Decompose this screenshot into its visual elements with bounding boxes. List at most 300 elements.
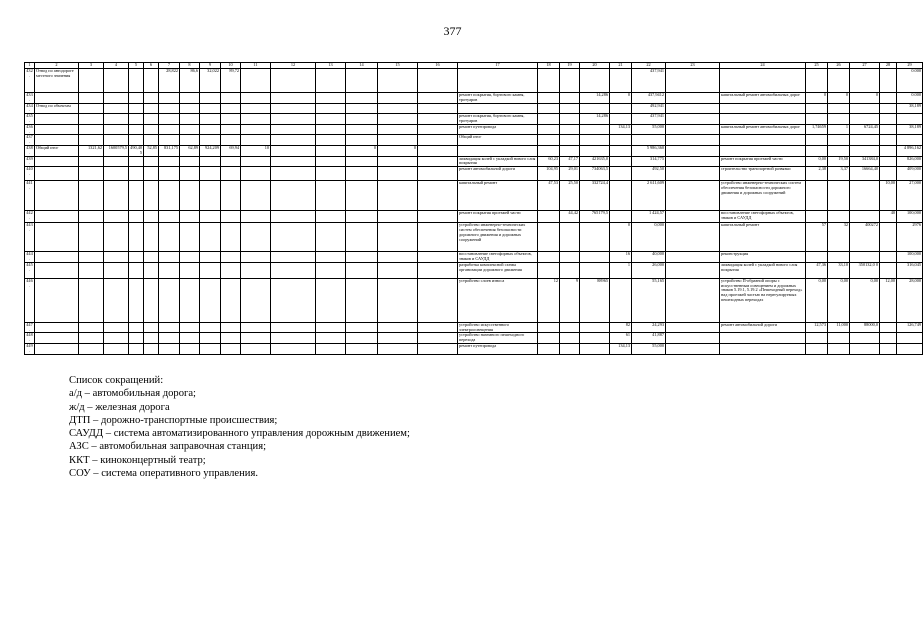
table-cell [271, 156, 316, 167]
table-cell [159, 252, 180, 263]
table-cell [346, 93, 378, 104]
table-cell [346, 223, 378, 252]
table-cell [538, 252, 560, 263]
table-cell [610, 135, 632, 146]
table-cell [221, 93, 241, 104]
table-cell: 10 [241, 145, 271, 156]
table-cell [346, 333, 378, 344]
table-cell [850, 211, 880, 223]
table-cell: 341384,0 [850, 156, 880, 167]
table-cell [538, 135, 560, 146]
table-cell [271, 103, 316, 114]
table-cell: 448. [26, 332, 33, 343]
table-cell [104, 333, 129, 344]
table-cell [271, 278, 316, 322]
table-cell: 441. [25, 181, 35, 211]
table-cell: 1 [610, 262, 632, 278]
table-cell [200, 156, 221, 167]
table-cell [666, 69, 720, 93]
table-cell [104, 181, 129, 211]
table-cell [560, 93, 580, 104]
column-header: 22 [632, 63, 666, 69]
table-cell: 2,38 [806, 167, 828, 181]
table-cell [79, 69, 104, 93]
table-cell [159, 343, 180, 354]
table-cell [316, 333, 346, 344]
column-header: 25 [806, 63, 828, 69]
table-cell [458, 145, 538, 156]
abbreviation-item: ж/д – железная дорога [69, 401, 170, 413]
table-cell [35, 333, 79, 344]
table-cell [538, 114, 560, 125]
table-cell [378, 93, 418, 104]
table-cell: 28,822 [159, 69, 180, 93]
table-cell [221, 333, 241, 344]
table-cell [159, 211, 180, 223]
table-cell [378, 252, 418, 263]
column-header: 16 [418, 63, 458, 69]
table-cell: 734063,5 [580, 167, 610, 181]
table-cell [580, 262, 610, 278]
table-cell [666, 322, 720, 333]
table-cell: устройство искусственного электроосвещения [458, 322, 538, 333]
table-cell: 0 [610, 223, 632, 252]
table-cell [806, 103, 828, 114]
table-cell [200, 211, 221, 223]
table-row [25, 145, 923, 156]
table-cell [200, 223, 221, 252]
table-cell [104, 343, 129, 354]
table-cell [666, 262, 720, 278]
table-cell [221, 103, 241, 114]
table-cell [666, 145, 720, 156]
table-cell [159, 103, 180, 114]
table-cell [666, 333, 720, 344]
table-cell [418, 145, 458, 156]
table-cell: 40 [880, 211, 897, 223]
table-cell [880, 145, 897, 156]
table-cell [200, 278, 221, 322]
table-cell [560, 252, 580, 263]
table-cell [129, 69, 144, 93]
table-cell [316, 103, 346, 114]
table-cell: 33,10 [828, 262, 850, 278]
table-cell: 52,85 [144, 145, 159, 156]
table-cell [241, 278, 271, 322]
table-cell [221, 156, 241, 167]
table-cell [632, 135, 666, 146]
table-cell [418, 211, 458, 223]
table-row [25, 333, 923, 344]
table-cell [35, 135, 79, 146]
table-cell: 32,022 [200, 69, 221, 93]
table-cell [180, 343, 200, 354]
table-cell: 38,189 [897, 124, 923, 135]
table-cell [897, 114, 923, 125]
table-cell [271, 322, 316, 333]
table-cell: устройство наземного пешеходного перехода [458, 333, 538, 344]
table-cell: 69,94 [221, 145, 241, 156]
table-cell: 0 [806, 93, 828, 104]
table-cell [241, 262, 271, 278]
table-cell [720, 114, 806, 125]
table-cell [79, 333, 104, 344]
table-cell [666, 252, 720, 263]
column-header: 19 [560, 63, 580, 69]
table-cell: 16 [610, 252, 632, 263]
table-cell: 14,286 [580, 93, 610, 104]
table-cell [241, 135, 271, 146]
table-cell [828, 252, 850, 263]
table-cell [828, 114, 850, 125]
table-cell [180, 135, 200, 146]
table-cell [129, 114, 144, 125]
table-cell: 82 [610, 322, 632, 333]
table-cell: 439. [26, 155, 33, 166]
table-cell [610, 278, 632, 322]
table-cell [35, 181, 79, 211]
table-cell [316, 223, 346, 252]
table-cell: 440. [25, 167, 35, 181]
table-row [25, 69, 923, 93]
table-cell [271, 93, 316, 104]
table-cell: 831,175 [159, 145, 180, 156]
table-cell: 0 [610, 93, 632, 104]
table-cell: восстановление светофорных объектов, знаков и САУДД [720, 211, 806, 223]
column-header: 11 [241, 63, 271, 69]
table-cell [418, 343, 458, 354]
table-cell [200, 322, 221, 333]
table-cell [144, 124, 159, 135]
table-cell [897, 333, 923, 344]
table-row [25, 124, 923, 135]
table-cell [346, 181, 378, 211]
table-cell: 437,941 [632, 114, 666, 125]
table-cell [129, 135, 144, 146]
table-cell [828, 333, 850, 344]
table-cell [610, 114, 632, 125]
table-cell [346, 167, 378, 181]
table-cell: 332724,4 [580, 181, 610, 211]
table-row [25, 181, 923, 211]
table-cell: 492,941 [632, 103, 666, 114]
table-cell: 55,000 [632, 343, 666, 354]
table-cell: 0,00 [850, 278, 880, 322]
data-table-container [24, 62, 921, 368]
table-cell [271, 145, 316, 156]
table-cell: разработка комплексной схемы организации дорожного движения [458, 262, 538, 278]
table-cell [720, 333, 806, 344]
table-cell [538, 343, 560, 354]
page-number: 377 [443, 24, 462, 38]
table-cell [418, 262, 458, 278]
table-cell: ремонт покрытия, бортового камня, тротуаров [458, 114, 538, 125]
table-row [25, 322, 923, 333]
table-cell [378, 114, 418, 125]
table-cell [806, 145, 828, 156]
column-header: 29 [897, 63, 923, 69]
table-row [25, 211, 923, 223]
table-cell [180, 262, 200, 278]
table-cell [144, 343, 159, 354]
table-cell [880, 114, 897, 125]
column-header: 21 [610, 63, 632, 69]
table-cell [35, 252, 79, 263]
table-cell [378, 156, 418, 167]
table-cell [316, 252, 346, 263]
table-cell [221, 167, 241, 181]
table-cell [806, 114, 828, 125]
table-cell [144, 103, 159, 114]
table-cell [666, 124, 720, 135]
table-cell [159, 93, 180, 104]
table-cell [271, 114, 316, 125]
table-cell [104, 262, 129, 278]
table-cell [104, 278, 129, 322]
table-cell: восстановление светофорных объектов, знаков и САУДД [458, 252, 538, 263]
table-cell [144, 135, 159, 146]
table-cell: 0,00 [806, 156, 828, 167]
table-cell [418, 252, 458, 263]
table-cell [346, 262, 378, 278]
table-cell [806, 181, 828, 211]
column-header: 14 [346, 63, 378, 69]
table-cell [378, 69, 418, 93]
column-header: 24 [720, 63, 806, 69]
table-cell [806, 333, 828, 344]
table-cell [346, 322, 378, 333]
table-cell [418, 167, 458, 181]
table-cell [560, 223, 580, 252]
table-cell [79, 167, 104, 181]
table-cell: 5 986,360 [632, 145, 666, 156]
table-cell: 104,95 [538, 167, 560, 181]
table-cell: 44,42 [560, 211, 580, 223]
table-cell [271, 262, 316, 278]
table-cell [35, 343, 79, 354]
table-cell [538, 124, 560, 135]
table-cell [560, 135, 580, 146]
table-cell [79, 103, 104, 114]
table-cell [144, 333, 159, 344]
table-cell [880, 103, 897, 114]
table-cell [538, 333, 560, 344]
table-cell [129, 223, 144, 252]
table-cell [180, 252, 200, 263]
table-cell [79, 322, 104, 333]
table-cell: 0 [346, 145, 378, 156]
table-cell: 26,000 [632, 262, 666, 278]
column-header: 7 [159, 63, 180, 69]
table-cell [806, 343, 828, 354]
table-cell [159, 278, 180, 322]
table-cell: 29,01 [560, 167, 580, 181]
table-cell [580, 322, 610, 333]
table-cell [666, 103, 720, 114]
table-cell [666, 343, 720, 354]
table-cell [241, 124, 271, 135]
table-cell [880, 322, 897, 333]
table-cell [180, 167, 200, 181]
table-cell: 38,189 [897, 103, 923, 114]
table-cell [897, 135, 923, 146]
table-cell [79, 114, 104, 125]
table-cell [378, 343, 418, 354]
data-table [24, 62, 923, 355]
table-cell [346, 103, 378, 114]
table-cell [560, 145, 580, 156]
table-cell: 12,00 [880, 278, 897, 322]
table-cell [666, 223, 720, 252]
table-cell [560, 333, 580, 344]
table-cell: 443. [25, 223, 35, 252]
table-cell: 25,50 [560, 181, 580, 211]
table-row [25, 167, 923, 181]
table-cell: 2976 [897, 223, 923, 252]
table-cell [316, 124, 346, 135]
table-cell [241, 333, 271, 344]
table-cell: капитальный ремонт автомобильных дорог [720, 93, 806, 104]
table-cell [35, 262, 79, 278]
table-cell [850, 145, 880, 156]
column-header: 6 [144, 63, 159, 69]
table-cell [221, 252, 241, 263]
table-cell [666, 114, 720, 125]
table-cell [129, 333, 144, 344]
table-cell: 1600579,5 [104, 145, 129, 156]
table-cell: ремонт покрытия проезжей части [458, 211, 538, 223]
table-cell: ремонт покрытия проезжей части [720, 156, 806, 167]
table-cell [666, 93, 720, 104]
table-cell: 100,000 [897, 211, 923, 223]
table-cell [538, 145, 560, 156]
table-cell: 28,000 [897, 278, 923, 322]
table-cell [560, 322, 580, 333]
table-cell [104, 114, 129, 125]
table-cell: 0 [828, 93, 850, 104]
table-cell [35, 156, 79, 167]
table-cell [316, 322, 346, 333]
table-cell [720, 69, 806, 93]
table-cell [200, 181, 221, 211]
table-cell: 435. [26, 113, 33, 123]
table-cell [221, 114, 241, 125]
table-cell [129, 262, 144, 278]
table-cell [144, 211, 159, 223]
table-cell [79, 156, 104, 167]
table-cell [378, 181, 418, 211]
table-cell [580, 223, 610, 252]
table-cell [418, 69, 458, 93]
table-cell [159, 223, 180, 252]
table-cell [378, 103, 418, 114]
table-cell [610, 156, 632, 167]
table-cell [346, 252, 378, 263]
table-cell [610, 181, 632, 211]
table-cell [720, 343, 806, 354]
table-cell [316, 93, 346, 104]
table-cell [221, 124, 241, 135]
table-cell: 0,000 [632, 223, 666, 252]
abbreviation-item: а/д – автомобильная дорога; [69, 388, 196, 400]
table-cell [79, 252, 104, 263]
table-cell [144, 322, 159, 333]
table-cell [241, 114, 271, 125]
table-cell [104, 124, 129, 135]
table-cell [560, 114, 580, 125]
column-header: 13 [316, 63, 346, 69]
table-cell: 57 [806, 223, 828, 252]
table-cell [180, 278, 200, 322]
table-cell [418, 114, 458, 125]
table-cell [241, 211, 271, 223]
table-cell [666, 211, 720, 223]
abbreviations-list [69, 374, 669, 480]
table-cell: 89,72 [221, 69, 241, 93]
table-cell [159, 262, 180, 278]
table-cell [271, 167, 316, 181]
table-cell [880, 333, 897, 344]
table-cell [35, 124, 79, 135]
table-cell: 1 424,57 [632, 211, 666, 223]
table-cell: 10,00 [880, 181, 897, 211]
table-cell: устройство слоев износа [458, 278, 538, 322]
abbreviations-title: Список сокращений: [69, 375, 164, 386]
table-cell [316, 181, 346, 211]
table-cell [346, 114, 378, 125]
table-cell [104, 252, 129, 263]
table-cell [180, 181, 200, 211]
table-cell [418, 103, 458, 114]
table-cell [159, 124, 180, 135]
table-cell [378, 262, 418, 278]
table-cell: 134,13 [610, 124, 632, 135]
table-cell [35, 211, 79, 223]
table-cell: устройство инженерно-технических систем обеспечения безопасности дорожного движения и дорожных сооружений [458, 223, 538, 252]
table-cell [35, 278, 79, 322]
abbreviation-item: СОУ – система оперативного управления. [69, 468, 258, 480]
table-cell: 4 896,162 [897, 145, 923, 156]
table-cell [200, 252, 221, 263]
table-cell [880, 343, 897, 354]
table-cell [346, 211, 378, 223]
table-cell [880, 93, 897, 104]
column-header: 10 [221, 63, 241, 69]
table-cell [720, 145, 806, 156]
table-cell: 447. [26, 321, 33, 332]
table-cell: 437,941 [632, 69, 666, 93]
table-cell [79, 262, 104, 278]
table-cell [104, 223, 129, 252]
table-cell [538, 262, 560, 278]
table-cell [538, 93, 560, 104]
abbreviation-item: ККТ – киноконцертный театр; [69, 454, 206, 466]
table-cell [271, 69, 316, 93]
table-cell: 1,74659 [806, 124, 828, 135]
column-header: 3 [79, 63, 104, 69]
table-cell: 1321,62 [79, 145, 104, 156]
table-cell [144, 93, 159, 104]
table-cell [378, 322, 418, 333]
table-cell [378, 223, 418, 252]
table-cell [880, 69, 897, 93]
table-cell [221, 211, 241, 223]
table-cell [200, 114, 221, 125]
table-cell: 444. [26, 251, 33, 261]
table-cell: 60,23 [538, 156, 560, 167]
table-cell [666, 278, 720, 322]
table-cell [35, 223, 79, 252]
